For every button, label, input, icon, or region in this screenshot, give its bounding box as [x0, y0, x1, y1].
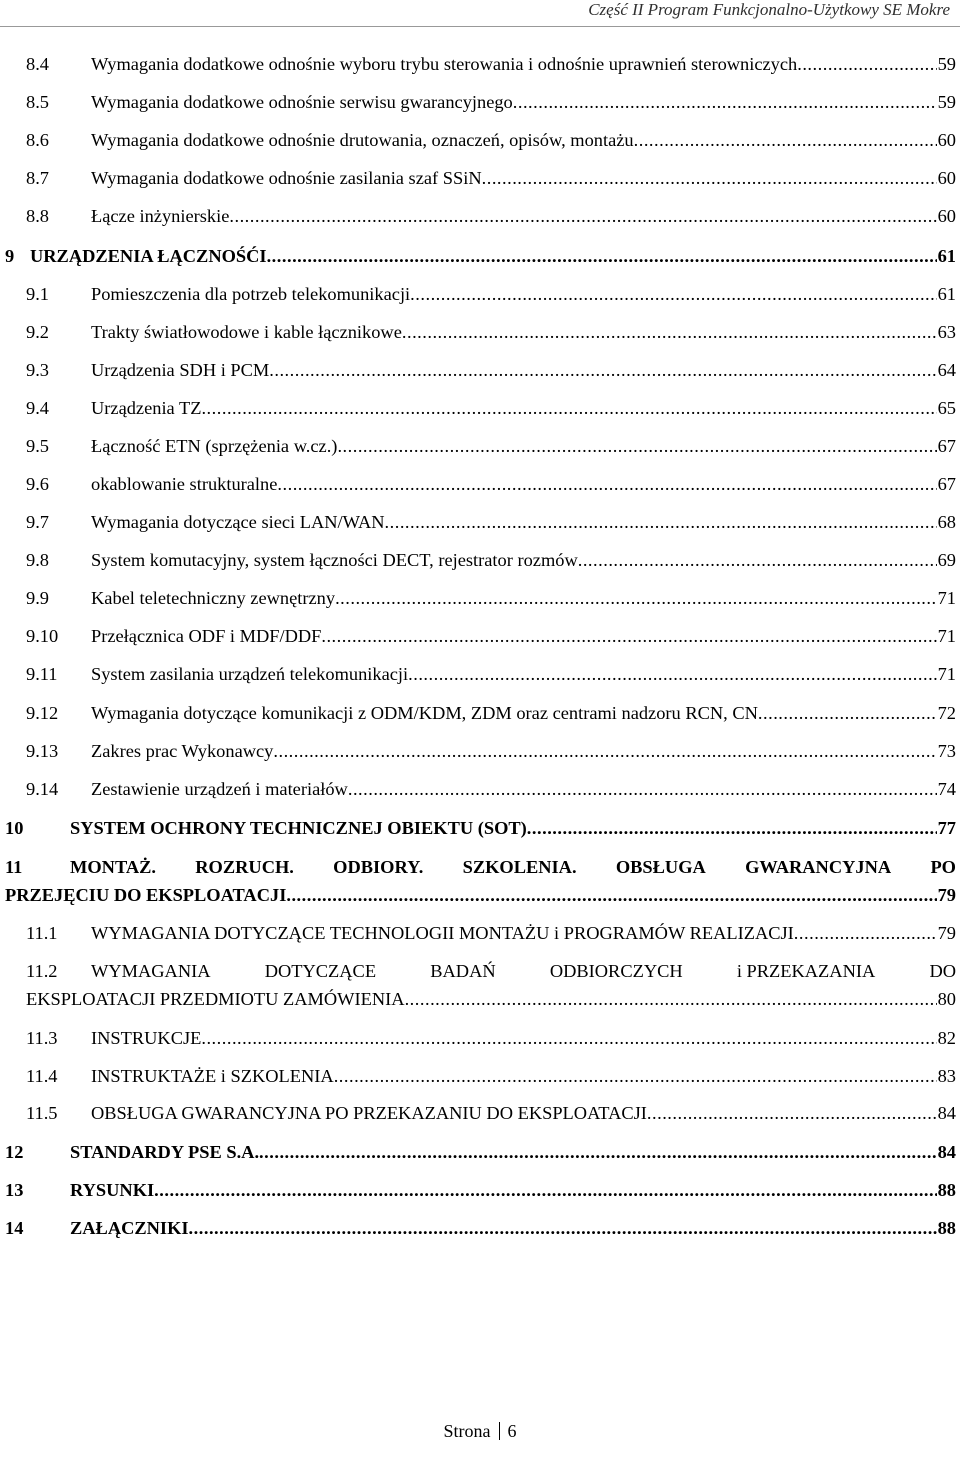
toc-leader	[410, 280, 936, 308]
toc-leader	[321, 622, 936, 650]
toc-number: 11.2	[26, 961, 58, 981]
toc-title-line1: MONTAŻ. ROZRUCH. ODBIORY. SZKOLENIA. OBSŁUGA GWARANCYJNA PO	[70, 857, 956, 877]
toc-entry[interactable]	[0, 432, 960, 460]
toc-page: 79	[937, 923, 956, 943]
toc-title: Wymagania dodatkowe odnośnie serwisu gwarancyjnego	[91, 92, 513, 112]
toc-leader	[229, 202, 936, 230]
toc-page: 73	[937, 741, 956, 761]
toc-entry[interactable]	[0, 699, 960, 727]
toc-number: 8.6	[26, 130, 49, 150]
page-footer	[0, 1418, 960, 1444]
running-header: Część II Program Funkcjonalno-Użytkowy SE Mokre	[588, 0, 950, 19]
toc-title: WYMAGANIA DOTYCZĄCE TECHNOLOGII MONTAŻU i PROGRAMÓW REALIZACJI	[91, 923, 794, 943]
footer-page-number: 6	[507, 1421, 517, 1441]
toc-title: OBSŁUGA GWARANCYJNA PO PRZEKAZANIU DO EKSPLOATACJI	[91, 1103, 647, 1123]
toc-page: 60	[937, 206, 956, 226]
toc-title: Przełącznica ODF i MDF/DDF	[91, 626, 322, 646]
toc-page: 60	[937, 130, 956, 150]
toc-leader	[405, 985, 937, 1013]
footer-separator	[499, 1422, 500, 1440]
toc-number: 9.11	[26, 664, 58, 684]
toc-title: INSTRUKTAŻE i SZKOLENIA	[91, 1066, 334, 1086]
toc-number: 9.1	[26, 284, 49, 304]
toc-title: Kabel teletechniczny zewnętrzny	[91, 588, 336, 608]
toc-leader	[527, 814, 937, 842]
toc-page: 83	[937, 1066, 956, 1086]
toc-page: 88	[937, 1218, 956, 1238]
toc-title: URZĄDZENIA ŁĄCZNOŚĆI	[30, 246, 267, 266]
toc-page: 71	[937, 664, 956, 684]
toc-entry[interactable]	[0, 508, 960, 536]
toc-page: 67	[937, 436, 956, 456]
toc-number: 9.5	[26, 436, 49, 456]
toc-title: Zakres prac Wykonawcy	[91, 741, 274, 761]
toc-entry[interactable]	[0, 1214, 960, 1242]
toc-leader	[277, 470, 936, 498]
toc-leader	[794, 919, 937, 947]
footer-label: Strona	[443, 1421, 491, 1441]
toc-title: SYSTEM OCHRONY TECHNICZNEJ OBIEKTU (SOT)	[70, 818, 527, 838]
toc-page: 68	[937, 512, 956, 532]
toc-entry[interactable]	[0, 1176, 960, 1204]
toc-page: 74	[937, 779, 956, 799]
toc-title: System komutacyjny, system łączności DECT, rejestrator rozmów	[91, 550, 578, 570]
toc-number: 9.10	[26, 626, 59, 646]
toc-number: 11.1	[26, 923, 58, 943]
toc-page: 88	[937, 1180, 956, 1200]
toc-leader	[335, 584, 937, 612]
toc-page: 65	[937, 398, 956, 418]
toc-page: 63	[937, 322, 956, 342]
toc-leader	[647, 1099, 937, 1127]
toc-page: 72	[937, 703, 956, 723]
toc-page: 84	[937, 1103, 956, 1123]
toc-leader	[337, 432, 936, 460]
toc-leader	[513, 88, 937, 116]
toc-leader	[334, 1062, 937, 1090]
toc-number: 9.13	[26, 741, 59, 761]
toc-page: 64	[937, 360, 956, 380]
toc-number: 11	[5, 857, 23, 877]
toc-leader	[482, 164, 937, 192]
toc-number: 9.4	[26, 398, 49, 418]
toc-entry[interactable]	[0, 1062, 960, 1090]
toc-entry[interactable]	[0, 737, 960, 765]
toc-leader	[189, 1214, 937, 1242]
toc-leader	[634, 126, 937, 154]
toc-title: Pomieszczenia dla potrzeb telekomunikacji	[91, 284, 411, 304]
toc-page: 77	[937, 818, 956, 838]
toc-number: 8.8	[26, 206, 49, 226]
toc-page: 84	[937, 1142, 956, 1162]
toc-page: 60	[937, 168, 956, 188]
toc-entry[interactable]	[0, 318, 960, 346]
toc-number: 9.9	[26, 588, 49, 608]
toc-title-line2: EKSPLOATACJI PRZEDMIOTU ZAMÓWIENIA ..... 80	[0, 985, 960, 1013]
toc-entry[interactable]	[0, 1138, 960, 1166]
toc-entry[interactable]	[0, 546, 960, 574]
toc-title-line1: WYMAGANIA DOTYCZĄCE BADAŃ ODBIORCZYCH i PRZEKAZANIA DO	[91, 961, 956, 981]
toc-page: 80	[937, 989, 956, 1009]
toc-entry[interactable]	[0, 202, 960, 230]
toc-title: Wymagania dotyczące sieci LAN/WAN	[91, 512, 385, 532]
toc-number: 9.6	[26, 474, 49, 494]
toc-page: 71	[937, 626, 956, 646]
toc-number: 9.7	[26, 512, 49, 532]
toc-page: 59	[937, 54, 956, 74]
toc-entry[interactable]	[0, 470, 960, 498]
toc-number: 8.5	[26, 92, 49, 112]
toc-entry[interactable]	[0, 584, 960, 612]
toc-title: Urządzenia SDH i PCM	[91, 360, 270, 380]
toc-leader	[578, 546, 937, 574]
toc-title: Wymagania dodatkowe odnośnie zasilania szaf SSiN	[91, 168, 482, 188]
toc-number: 8.7	[26, 168, 49, 188]
header-rule	[0, 26, 960, 27]
toc-title: Wymagania dodatkowe odnośnie drutowania, oznaczeń, opisów, montażu	[91, 130, 634, 150]
toc-number: 11.5	[26, 1103, 58, 1123]
toc-page: 61	[937, 246, 956, 266]
toc-title: System zasilania urządzeń telekomunikacji	[91, 664, 409, 684]
toc-leader	[273, 737, 936, 765]
toc-title: okablowanie strukturalne	[91, 474, 278, 494]
toc-page: 69	[937, 550, 956, 570]
toc-number: 9	[5, 246, 15, 266]
toc-title-line2: PRZEJĘCIU DO EKSPLOATACJI ..... 79	[0, 881, 960, 909]
toc-entry[interactable]	[0, 1024, 960, 1052]
toc-leader	[269, 356, 936, 384]
toc-title: INSTRUKCJE	[91, 1028, 202, 1048]
toc-title: Wymagania dotyczące komunikacji z ODM/KDM, ZDM oraz centrami nadzoru RCN, CN	[91, 703, 758, 723]
toc-title: Wymagania dodatkowe odnośnie wyboru trybu sterowania i odnośnie uprawnień sterowniczych	[91, 54, 798, 74]
toc-entry[interactable]	[0, 814, 960, 842]
toc-entry[interactable]	[0, 775, 960, 803]
toc-leader	[348, 775, 937, 803]
toc-leader	[797, 50, 936, 78]
toc-leader	[267, 242, 937, 270]
toc-entry[interactable]	[0, 919, 960, 947]
toc-number: 9.12	[26, 703, 59, 723]
toc-leader	[154, 1176, 936, 1204]
toc-page: 59	[937, 92, 956, 112]
toc-leader	[408, 660, 936, 688]
toc-title: STANDARDY PSE S.A.	[70, 1142, 260, 1162]
toc-page: 61	[937, 284, 956, 304]
toc-entry[interactable]	[0, 88, 960, 116]
toc-title: Urządzenia TZ	[91, 398, 202, 418]
toc-number: 11.4	[26, 1066, 58, 1086]
toc-entry[interactable]	[0, 622, 960, 650]
toc-page: 67	[937, 474, 956, 494]
toc-number: 14	[5, 1218, 24, 1238]
toc-entry[interactable]	[0, 50, 960, 78]
toc-title: RYSUNKI	[70, 1180, 155, 1200]
toc-number: 11.3	[26, 1028, 58, 1048]
toc-page: 79	[937, 885, 956, 905]
toc-title: Łącze inżynierskie	[91, 206, 230, 226]
toc-entry[interactable]	[0, 1099, 960, 1127]
toc-number: 13	[5, 1180, 24, 1200]
toc-title: Zestawienie urządzeń i materiałów	[91, 779, 348, 799]
toc-entry[interactable]	[0, 356, 960, 384]
toc-entry[interactable]	[0, 394, 960, 422]
toc-number: 9.2	[26, 322, 49, 342]
toc-page: 82	[937, 1028, 956, 1048]
toc-number: 9.14	[26, 779, 59, 799]
toc-entry[interactable]	[0, 242, 960, 270]
toc-leader	[402, 318, 937, 346]
toc-title: ZAŁĄCZNIKI	[70, 1218, 189, 1238]
toc-title: Łączność ETN (sprzężenia w.cz.)	[91, 436, 338, 456]
toc-leader	[201, 1024, 936, 1052]
toc-entry[interactable]	[0, 660, 960, 688]
toc-number: 9.8	[26, 550, 49, 570]
toc-leader	[758, 699, 937, 727]
toc-leader	[286, 881, 936, 909]
toc-entry[interactable]	[0, 164, 960, 192]
toc-page: 71	[937, 588, 956, 608]
toc-leader	[385, 508, 937, 536]
toc-leader	[259, 1138, 937, 1166]
toc-number: 12	[5, 1142, 24, 1162]
toc-number: 9.3	[26, 360, 49, 380]
toc-leader	[201, 394, 936, 422]
toc-number: 8.4	[26, 54, 49, 74]
toc-title: Trakty światłowodowe i kable łącznikowe	[91, 322, 402, 342]
toc-number: 10	[5, 818, 24, 838]
toc-entry[interactable]	[0, 280, 960, 308]
toc-entry[interactable]	[0, 126, 960, 154]
